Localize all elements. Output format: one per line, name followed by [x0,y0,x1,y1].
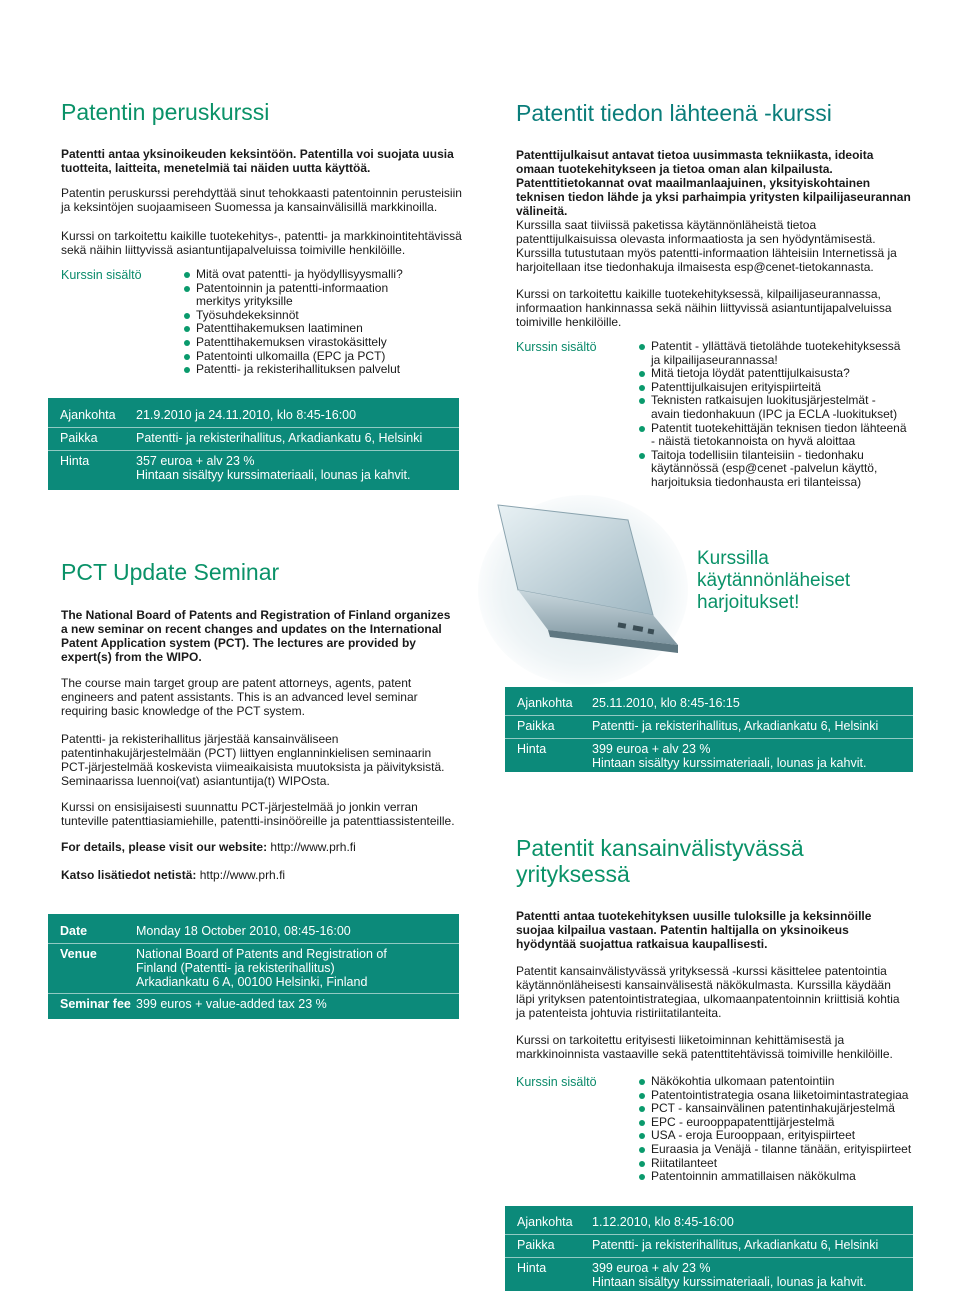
bullet-icon [639,344,645,350]
divider [505,738,913,739]
bullet-icon [639,1120,645,1126]
price-note: Hintaan sisältyy kurssimateriaali, lounas ja kahvit. [592,756,867,770]
date-value: Monday 18 October 2010, 08:45-16:00 [136,924,351,938]
venue-line: National Board of Patents and Registration of [136,947,387,961]
kv-content-list [637,1075,927,1184]
kv-intro: Patentti antaa tuotekehityksen uusille tuloksille ja keksinnöille suojaa kilpailua vastaan. Patentin haltijalla on yksinoikeus hyödyntää suojattua ratkaisua kaupallisesti. [516,909,872,951]
fee-value: 399 euros + value-added tax 23 % [136,997,327,1011]
price-value: 399 euroa + alv 23 % [592,742,711,756]
bullet-icon [184,286,190,292]
peruskurssi-intro: Patentti antaa yksinoikeuden keksintöön. Patentilla voi suojata uusia tuotteita, laitteita, menetelmiä tai näiden uutta käyttöä. [61,147,454,175]
tiedon-intro: Patenttijulkaisut antavat tietoa uusimmasta tekniikasta, ideoita omaan tuotekehitykseen ja tietoa oman alan kilpailusta. Patenttitietokannat ovat maailmanlaajuinen, yksityiskohtainen teknisen tiedon lähde ja yksi parhaimpia yritysten kilpailijaseurannan välineitä. [516,148,911,218]
list-item: Mitä tietoja löydät patenttijulkaisusta? [637,367,907,381]
tiedon-info-box [505,687,913,772]
where-label: Paikka [517,719,555,733]
list-item: Patentti- ja rekisterihallituksen palvelut [182,363,417,377]
pct-paragraph-3: Kurssi on ensisijaisesti suunnattu PCT-järjestelmää jo jonkin verran tunteville patenttiasiamiehille, patentti-insinööreille ja patenttiassistenteille. [61,800,455,828]
bullet-icon [639,426,645,432]
where-label: Paikka [517,1238,555,1252]
price-label: Hinta [60,454,90,468]
details-label: For details, please visit our website: [61,840,268,854]
when-label: Ajankohta [517,696,573,710]
peruskurssi-paragraph-2: Kurssi on tarkoitettu kaikille tuotekehitys-, patentti- ja markkinointitehtävissä sekä näihin liittyvissä asiantuntijapalveluissa toimiville henkilöille. [61,229,462,257]
divider [505,1234,913,1235]
where-value: Patentti- ja rekisterihallitus, Arkadiankatu 6, Helsinki [136,431,423,445]
bullet-icon [639,385,645,391]
price-note: Hintaan sisältyy kurssimateriaali, lounas ja kahvit. [136,468,411,482]
laptop-image [478,495,688,685]
date-label: Date [60,924,88,938]
pct-info-box [48,914,459,1019]
peruskurssi-title: Patentin peruskurssi [61,99,270,125]
peruskurssi-info-box [48,398,459,490]
bullet-icon [184,367,190,373]
list-item: USA - eroja Eurooppaan, erityispiirteet [637,1129,927,1143]
pct-details [61,840,356,854]
kv-info-box [505,1206,913,1291]
bullet-icon [184,313,190,319]
divider [505,715,913,716]
venue-line: Arkadiankatu 6 A, 00100 Helsinki, Finland [136,975,368,989]
list-item: Teknisten ratkaisujen luokitusjärjestelmät - avain tiedonhakuun (IPC ja ECLA -luokitukset) [637,394,907,421]
peruskurssi-content-list [182,268,417,377]
pct-intro: The National Board of Patents and Registration of Finland organizes a new seminar on recent changes and updates on the International Patent Application system (PCT). The lectures are provided by expert(s) from the WIPO. [61,608,451,664]
list-item: Työsuhdekeksinnöt [182,309,417,323]
bullet-icon [184,340,190,346]
list-item: EPC - eurooppapatenttijärjestelmä [637,1116,927,1130]
price-label: Hinta [517,1261,547,1275]
venue-label: Venue [60,947,97,961]
list-item: Patentoinnin ja patentti-informaation merkitys yrityksille [182,282,417,309]
tiedon-title: Patentit tiedon lähteenä -kurssi [516,100,832,126]
list-item: Patentointistrategia osana liiketoimintastrategiaa [637,1089,927,1103]
pct-katso [61,868,285,882]
slogan: Kurssilla käytännönläheiset harjoitukset! [697,548,851,613]
divider [505,1257,913,1258]
tiedon-content-label: Kurssin sisältö [516,340,597,354]
bullet-icon [184,326,190,332]
list-item: Patenttihakemuksen virastokäsittely [182,336,417,350]
where-value: Patentti- ja rekisterihallitus, Arkadiankatu 6, Helsinki [592,719,879,733]
bullet-icon [639,1161,645,1167]
venue-line: Finland (Patentti- ja rekisterihallitus) [136,961,335,975]
when-label: Ajankohta [517,1215,573,1229]
bullet-icon [639,1133,645,1139]
peruskurssi-paragraph-1: Patentin peruskurssi perehdyttää sinut tehokkaasti patentoinnin perusteisiin ja keksintöjen suojaamiseen Suomessa ja kansainvälisillä markkinoilla. [61,186,462,214]
bullet-icon [639,1174,645,1180]
pct-paragraph-1: The course main target group are patent attorneys, agents, patent engineers and patent assistants. This is an advanced level seminar requiring basic knowledge of the PCT system. [61,676,418,718]
list-item: Patentoinnin ammatillaisen näkökulma [637,1170,927,1184]
when-value: 21.9.2010 ja 24.11.2010, klo 8:45-16:00 [136,408,357,422]
bullet-icon [639,1106,645,1112]
list-item: Patenttijulkaisujen erityispiirteitä [637,381,907,395]
fee-label: Seminar fee [60,997,131,1011]
list-item: Euraasia ja Venäjä - tilanne tänään, erityispiirteet [637,1143,927,1157]
list-item: Taitoja todellisiin tilanteisiin - tiedonhaku käytännössä (esp@cenet -palvelun käyttö, harjoituksia tiedonhausta eri tilanteissa) [637,449,907,490]
katso-label: Katso lisätiedot netistä: [61,868,197,882]
bullet-icon [639,1093,645,1099]
when-value: 25.11.2010, klo 8:45-16:15 [592,696,740,710]
tiedon-paragraph-1: Kurssilla saat tiiviissä paketissa käytännönläheistä tietoa patenttijulkaisuissa olevasta informaatiosta ja sen hyödyntämisestä. Kurssilla tutustutaan myös patentti-informaation lähteisiin Internetissä ja harjoitellaan itse tiedonhakuja ilmaisesta esp@cenet-tietokannasta. [516,218,897,274]
details-link[interactable]: http://www.prh.fi [270,840,356,854]
katso-link[interactable]: http://www.prh.fi [199,868,286,882]
kv-content-label: Kurssin sisältö [516,1075,597,1089]
kv-title-line-2: yrityksessä [516,861,630,887]
when-value: 1.12.2010, klo 8:45-16:00 [592,1215,734,1229]
list-item: Näkökohtia ulkomaan patentointiin [637,1075,927,1089]
list-item: Patenttihakemuksen laatiminen [182,322,417,336]
bullet-icon [639,453,645,459]
price-value: 399 euroa + alv 23 % [592,1261,711,1275]
kv-title-line-1: Patentit kansainvälistyvässä [516,835,804,861]
bullet-icon [184,354,190,360]
list-item: PCT - kansainvälinen patentinhakujärjestelmä [637,1102,927,1116]
bullet-icon [639,371,645,377]
divider [48,427,459,428]
bullet-icon [639,398,645,404]
list-item: Mitä ovat patentti- ja hyödyllisyysmalli? [182,268,417,282]
list-item: Patentointi ulkomailla (EPC ja PCT) [182,350,417,364]
list-item: Patentit tuotekehittäjän teknisen tiedon lähteenä - näistä tietokannoista on hyvä aloittaa [637,422,907,449]
tiedon-paragraph-2: Kurssi on tarkoitettu kaikille tuotekehityksessä, kilpailijaseurannassa, informaation hankinnassa sekä näihin liittyvissä asiantuntijapalveluissa toimiville henkilöille. [516,287,892,329]
divider [48,943,459,944]
peruskurssi-content-label: Kurssin sisältö [61,268,142,282]
price-value: 357 euroa + alv 23 % [136,454,255,468]
list-item: Patentit - yllättävä tietolähde tuotekehityksessä ja kilpailijaseurannassa! [637,340,907,367]
divider [48,450,459,451]
where-value: Patentti- ja rekisterihallitus, Arkadiankatu 6, Helsinki [592,1238,879,1252]
tiedon-content-list [637,340,907,490]
kv-paragraph-2: Kurssi on tarkoitettu erityisesti liiketoiminnan kehittämisestä ja markkinoinnista vastaaville sekä patenttitehtävissä toimiville henkilöille. [516,1033,893,1061]
bullet-icon [639,1147,645,1153]
pct-title: PCT Update Seminar [61,559,280,585]
pct-paragraph-2: Patentti- ja rekisterihallitus järjestää kansainväliseen patentinhakujärjestelmään (PCT) liittyen englanninkielisen seminaarin PCT-järjestelmää koskevista viimeaikaisista muutoksista ja päivityksistä. Seminaarissa luennoi(vat) asiantuntija(t) WIPOsta. [61,732,445,788]
list-item: Riitatilanteet [637,1157,927,1171]
bullet-icon [184,272,190,278]
where-label: Paikka [60,431,98,445]
price-label: Hinta [517,742,547,756]
divider [48,993,459,994]
when-label: Ajankohta [60,408,116,422]
bullet-icon [639,1079,645,1085]
kv-paragraph-1: Patentit kansainvälistyvässä yrityksessä -kurssi käsittelee patentointia käytännönläheisesti kansainvälisestä näkökulmasta. Kurssilla käydään läpi yrityksen patentointistrategiaa, ulkomaanpatentoinnin kriittisiä kohtia ja patenteista johtuvia ristiriitatilanteita. [516,964,900,1020]
price-note: Hintaan sisältyy kurssimateriaali, lounas ja kahvit. [592,1275,867,1289]
